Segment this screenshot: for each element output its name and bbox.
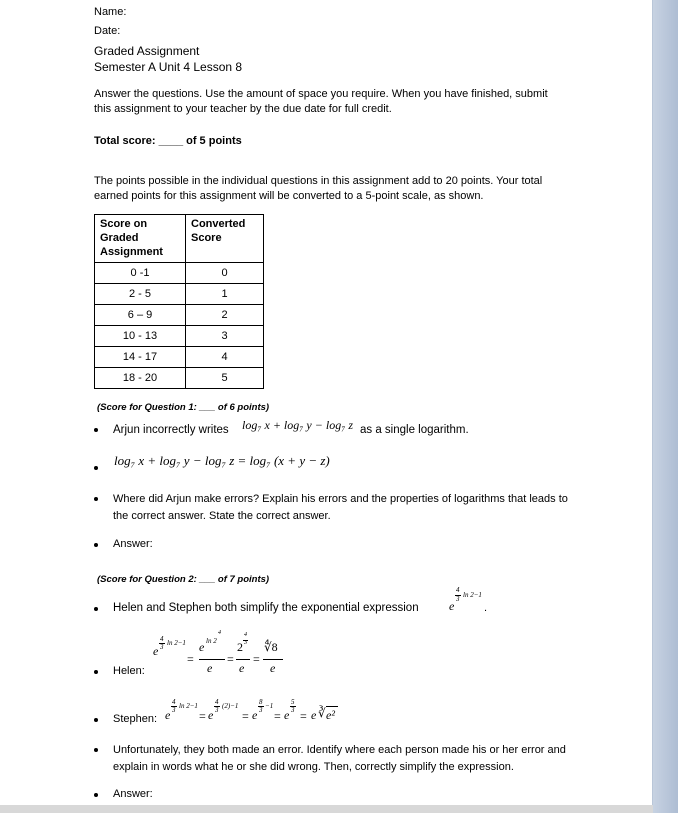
bullet-icon: [94, 466, 98, 470]
fraction-bar: [236, 659, 250, 660]
table-cell: 4: [186, 347, 264, 368]
table-cell: 6 – 9: [95, 305, 186, 326]
table-row: [95, 284, 264, 305]
q2-prompt-text: Helen and Stephen both simplify the exponential expression: [113, 602, 419, 614]
helen-den-e: e: [207, 661, 213, 675]
q1-answer-label: Answer:: [113, 538, 153, 550]
bullet-icon: [94, 718, 98, 722]
helen-two: 2: [237, 640, 243, 654]
table-cell: 5: [186, 368, 264, 389]
bullet-icon: [94, 670, 98, 674]
radical-bar: [326, 706, 338, 707]
equals-sign: =: [187, 652, 194, 666]
semester-line: Semester A Unit 4 Lesson 8: [94, 60, 243, 74]
instructions: Answer the questions. Use the amount of space you require. When you have finished, submit this assignment to your teacher by the due date for full credit.: [94, 88, 548, 115]
period: .: [484, 602, 488, 614]
score-conversion-table: [94, 214, 264, 389]
q2-answer-label: Answer:: [113, 788, 153, 800]
helen-label: Helen:: [113, 665, 145, 677]
stephen-exp3-num: 8: [259, 698, 263, 706]
table-row: [95, 326, 264, 347]
table-cell: 0: [186, 263, 264, 284]
equals-sign: =: [253, 652, 260, 666]
bullet-icon: [94, 607, 98, 611]
table-header-row: [95, 215, 264, 263]
total-score: Total score: ____ of 5 points: [94, 135, 242, 147]
stephen-exp4-num: 5: [291, 698, 295, 706]
bullet-icon: [94, 543, 98, 547]
helen-num-ln: ln 2: [206, 637, 217, 645]
q1-prompt-text: Arjun incorrectly writes: [113, 424, 229, 436]
bullet-icon: [94, 428, 98, 432]
stephen-esq: e²: [326, 708, 335, 722]
helen-exp-den: 3: [160, 643, 164, 651]
table-cell: 10 - 13: [95, 326, 186, 347]
q1-score-label: (Score for Question 1: ___ of 6 points): [97, 402, 270, 413]
helen-den-e2: e: [239, 661, 245, 675]
q2-task: Unfortunately, they both made an error. Identify where each person made his or her error and explain in words what he or she did wrong. Then, correctly simplify the expression.: [113, 744, 566, 773]
stephen-exp-num: 4: [172, 698, 176, 706]
table-cell: 18 - 20: [95, 368, 186, 389]
table-cell: 2 - 5: [95, 284, 186, 305]
stephen-exp-tail: ln 2−1: [179, 702, 198, 710]
vertical-scrollbar[interactable]: [653, 0, 678, 813]
fraction-bar: [263, 659, 283, 660]
q1-task: Where did Arjun make errors? Explain his errors and the properties of logarithms that leads to the correct answer. State the correct answer.: [113, 493, 568, 522]
stephen-exp4-den: 3: [291, 706, 295, 714]
q1-prompt-suffix: as a single logarithm.: [360, 424, 469, 436]
q2-score-label: (Score for Question 2: ___ of 7 points): [97, 574, 270, 585]
table-row: [95, 347, 264, 368]
stephen-exp-den: 3: [172, 706, 176, 714]
points-note: The points possible in the individual questions in this assignment add to 20 points. Your total earned points for this assignment will be converted to a 5-point scale, as shown.: [94, 175, 543, 202]
q1-arjun-work: log₇ x + log₇ y − log₇ z = log₇ (x + y − z): [114, 453, 330, 468]
helen-num-e: e: [199, 640, 205, 654]
fraction-bar: [199, 659, 225, 660]
equals-sign: =: [242, 709, 249, 723]
stephen-exp2-num: 4: [215, 698, 219, 706]
horizontal-scrollbar[interactable]: [0, 805, 653, 813]
table-row: [95, 305, 264, 326]
equals-sign: =: [274, 709, 281, 723]
stephen-label: Stephen:: [113, 713, 158, 725]
equals-sign: =: [227, 652, 234, 666]
helen-exp-num: 4: [160, 635, 164, 643]
date-label: Date:: [94, 25, 121, 37]
table-cell: 3: [186, 326, 264, 347]
q2-exp-num: 4: [456, 586, 460, 594]
table-header-cell: Score on Graded Assignment: [95, 215, 186, 263]
table-header-cell: Converted Score: [186, 215, 264, 263]
helen-e: e: [153, 644, 159, 658]
table-row: [95, 263, 264, 284]
stephen-exp2-den: 3: [215, 706, 219, 714]
helen-den-e3: e: [270, 661, 276, 675]
equals-sign: =: [199, 709, 206, 723]
stephen-e: e: [165, 708, 171, 722]
q2-exp-den: 3: [456, 595, 460, 603]
table-cell: 14 - 17: [95, 347, 186, 368]
table-cell: 1: [186, 284, 264, 305]
name-label: Name:: [94, 6, 127, 18]
table-row: [95, 368, 264, 389]
helen-root8: ∜8: [264, 640, 278, 654]
bullet-icon: [94, 748, 98, 752]
q1-expression: log₇ x + log₇ y − log₇ z: [242, 418, 354, 432]
q2-expression-base: e: [449, 599, 455, 613]
equals-sign: =: [300, 709, 307, 723]
helen-exp-tail: ln 2−1: [167, 639, 186, 647]
stephen-e4: e: [284, 708, 290, 722]
helen-num-exp: 4: [218, 630, 221, 636]
assignment-title: Graded Assignment: [94, 44, 200, 58]
table-cell: 2: [186, 305, 264, 326]
stephen-exp2-tail: (2)−1: [222, 702, 239, 710]
q2-exp-tail: ln 2−1: [463, 591, 482, 599]
helen-two-exp-den: 3: [244, 640, 247, 646]
stephen-e2: e: [208, 708, 214, 722]
stephen-exp3-den: 3: [259, 706, 263, 714]
bullet-icon: [94, 793, 98, 797]
cube-root-symbol: ∛: [318, 706, 326, 720]
helen-two-exp-num: 4: [244, 632, 247, 638]
stephen-exp3-tail: −1: [265, 702, 274, 710]
stephen-e5: e: [311, 708, 317, 722]
bullet-icon: [94, 497, 98, 501]
table-cell: 0 -1: [95, 263, 186, 284]
stephen-e3: e: [252, 708, 258, 722]
